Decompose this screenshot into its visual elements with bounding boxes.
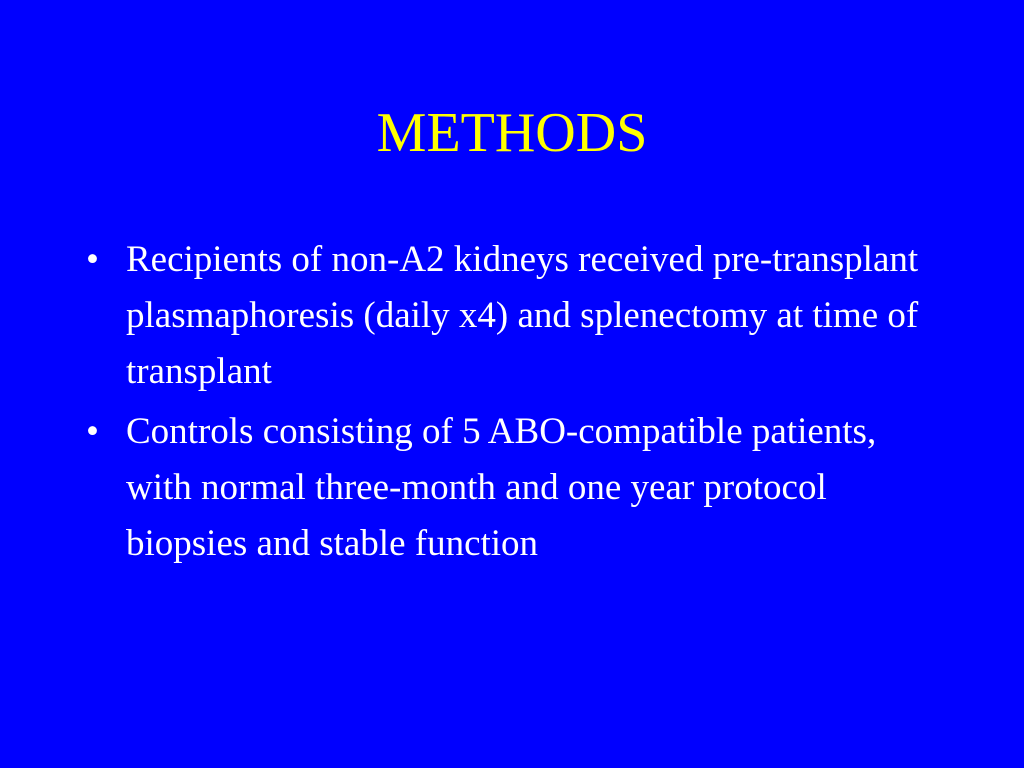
bullet-text: Recipients of non-A2 kidneys received pre-transplant plasmaphoresis (daily x4) and splenectomy at time of transplant xyxy=(126,239,919,392)
bullet-item xyxy=(86,404,946,572)
bullet-item xyxy=(86,232,946,400)
bullet-marker: • xyxy=(86,411,99,452)
bullet-marker: • xyxy=(86,239,99,280)
bullet-text: Controls consisting of 5 ABO-compatible patients, with normal three-month and one year protocol biopsies and stable function xyxy=(126,411,877,564)
slide-title: METHODS xyxy=(376,102,648,164)
bullet-list xyxy=(86,232,946,576)
